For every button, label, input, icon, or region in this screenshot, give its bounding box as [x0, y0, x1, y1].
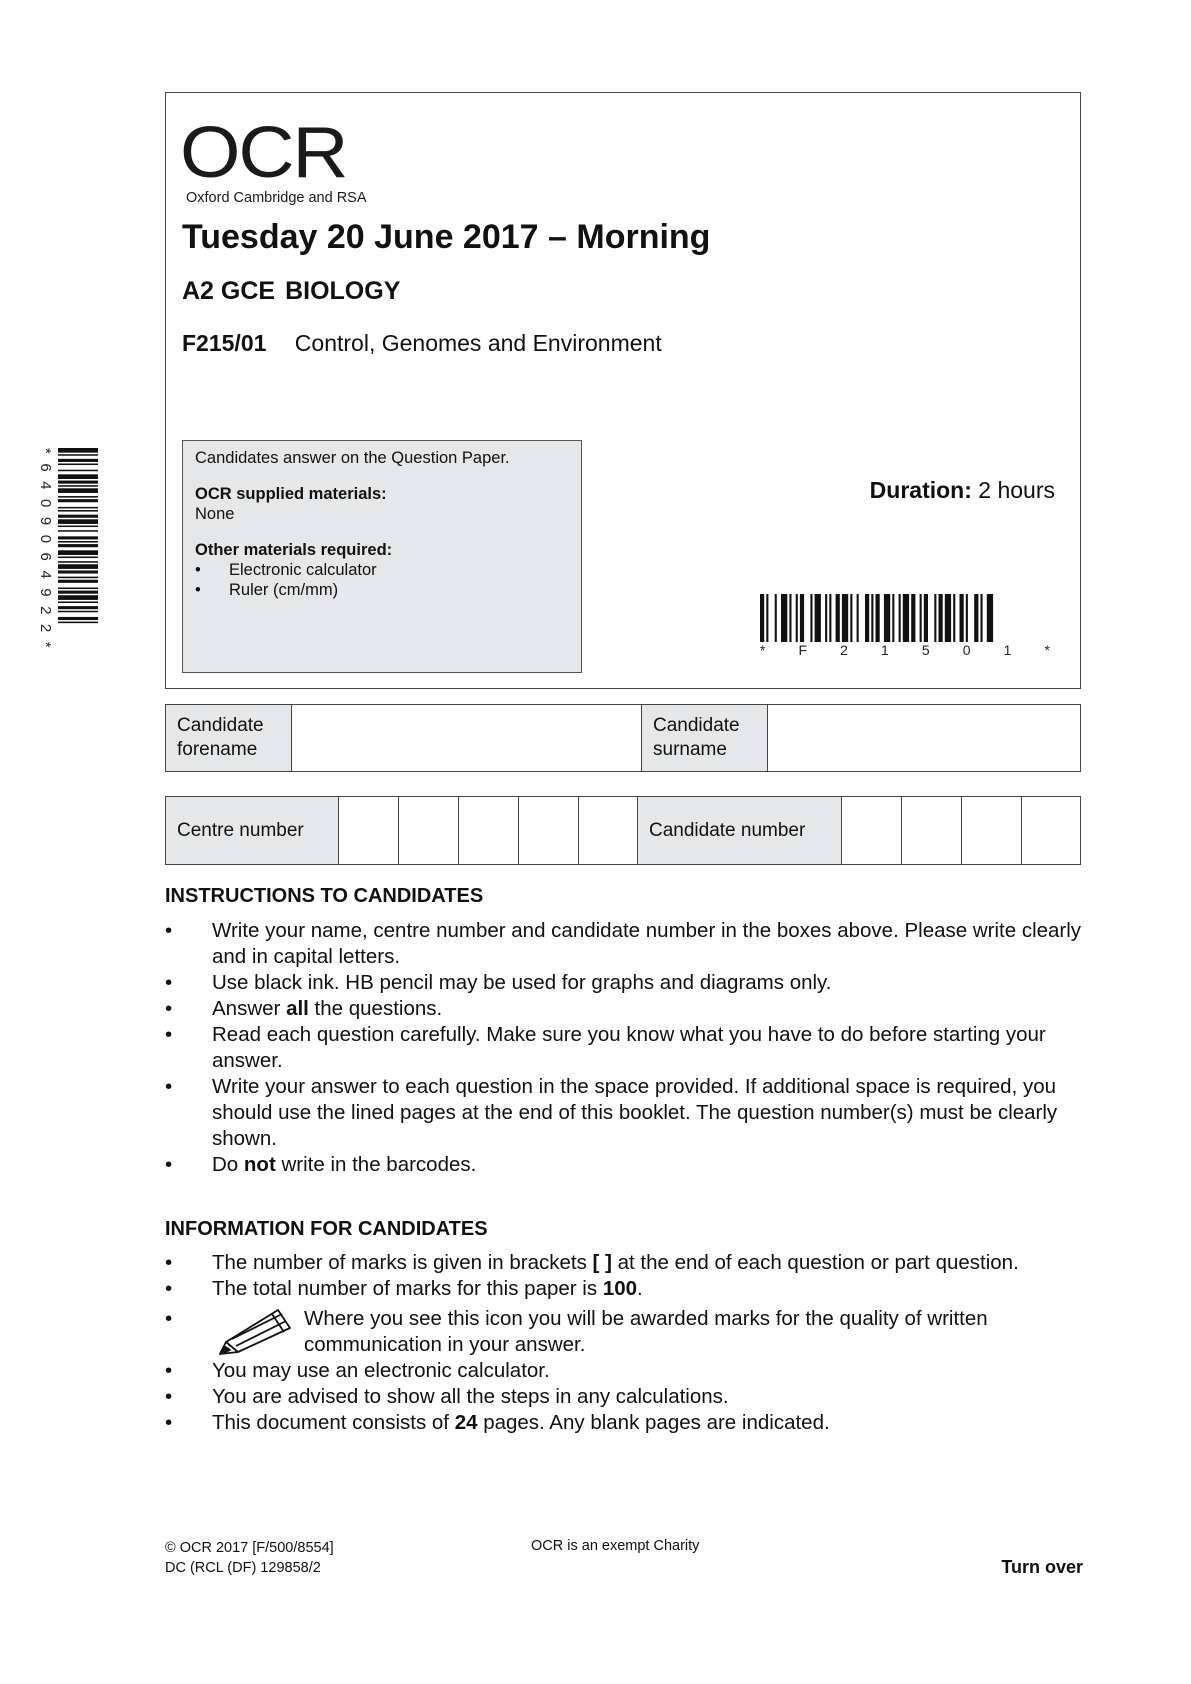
list-item: • Do not write in the barcodes.	[165, 1153, 477, 1176]
turn-over: Turn over	[1001, 1557, 1083, 1577]
surname-label: Candidate surname	[642, 705, 768, 772]
list-item: • You are advised to show all the steps in any calculations.	[165, 1385, 729, 1408]
list-item: • You may use an electronic calculator.	[165, 1359, 550, 1382]
candidate-number-box[interactable]	[842, 797, 902, 865]
candidate-number-box[interactable]	[902, 797, 962, 865]
qualification-level: A2 GCE	[182, 277, 276, 305]
instructions-list	[165, 918, 1095, 1178]
centre-number-box[interactable]	[459, 797, 519, 865]
logo-subtitle: Oxford Cambridge and RSA	[186, 190, 367, 206]
centre-number-box[interactable]	[339, 797, 399, 865]
centre-number-box[interactable]	[399, 797, 459, 865]
ocr-logo	[180, 113, 367, 206]
list-item: • The number of marks is given in brackets [ ] at the end of each question or part question.	[165, 1251, 1019, 1274]
paper-code: F215/01	[182, 330, 267, 356]
candidate-number-box[interactable]	[1022, 797, 1081, 865]
logo-mark: OCR	[180, 113, 347, 193]
centre-number-box[interactable]	[579, 797, 638, 865]
duration	[870, 477, 1055, 504]
candidate-number-table	[165, 796, 1081, 865]
information-heading: INFORMATION FOR CANDIDATES	[165, 1218, 488, 1240]
materials-box	[182, 440, 582, 673]
list-item: • This document consists of 24 pages. Any blank pages are indicated.	[165, 1411, 830, 1434]
list-item: • Read each question carefully. Make sure you know what you have to do before starting your answer.	[165, 1023, 1046, 1072]
centre-number-box[interactable]	[519, 797, 579, 865]
footer-left	[165, 1538, 334, 1578]
other-materials-label: Other materials required:	[195, 541, 393, 559]
candidate-name-table	[165, 704, 1081, 772]
supplied-materials-value: None	[195, 505, 235, 523]
forename-label: Candidate forename	[166, 705, 292, 772]
information-list	[165, 1250, 1095, 1436]
list-item: • Write your name, centre number and candidate number in the boxes above. Please write clearly and in capital letters.	[165, 919, 1082, 968]
exam-level	[182, 277, 400, 306]
copyright: © OCR 2017 [F/500/8554]	[165, 1540, 334, 1556]
paper-title: Control, Genomes and Environment	[294, 330, 662, 356]
duration-value: 2 hours	[978, 477, 1055, 503]
list-item: • Where you see this icon you will be awarded marks for the quality of written communication in your answer.	[165, 1306, 1095, 1358]
list-item: • Write your answer to each question in the space provided. If additional space is required, you should use the lined pages at the end of this booklet. The question number(s) must be clearly shown.	[165, 1075, 1058, 1150]
document-reference: DC (RCL (DF) 129858/2	[165, 1560, 321, 1576]
pencil-icon	[212, 1304, 302, 1358]
list-item: • The total number of marks for this paper is 100.	[165, 1277, 643, 1300]
candidate-number-box[interactable]	[962, 797, 1022, 865]
candidate-number-label: Candidate number	[638, 797, 842, 865]
instructions-heading: INSTRUCTIONS TO CANDIDATES	[165, 885, 484, 907]
materials-intro: Candidates answer on the Question Paper.	[195, 449, 510, 467]
paper-code-row	[182, 330, 662, 357]
surname-field[interactable]	[768, 705, 1081, 772]
side-barcode-number: *6409064922*	[37, 448, 54, 658]
list-item: • Use black ink. HB pencil may be used for graphs and diagrams only.	[165, 971, 832, 994]
charity-note: OCR is an exempt Charity	[531, 1538, 700, 1554]
exam-date: Tuesday 20 June 2017 – Morning	[182, 218, 711, 256]
centre-number-label: Centre number	[166, 797, 339, 865]
material-item: • Ruler (cm/mm)	[195, 581, 339, 599]
subject-name: BIOLOGY	[285, 277, 401, 305]
paper-barcode	[760, 594, 1050, 642]
list-item: • Answer all the questions.	[165, 997, 443, 1020]
duration-label: Duration:	[869, 477, 972, 503]
paper-barcode-number: * F 2 1 5 0 1 *	[760, 642, 1050, 658]
supplied-materials-label: OCR supplied materials:	[195, 485, 387, 503]
side-barcode	[58, 448, 98, 672]
material-item: • Electronic calculator	[195, 561, 377, 579]
forename-field[interactable]	[292, 705, 642, 772]
